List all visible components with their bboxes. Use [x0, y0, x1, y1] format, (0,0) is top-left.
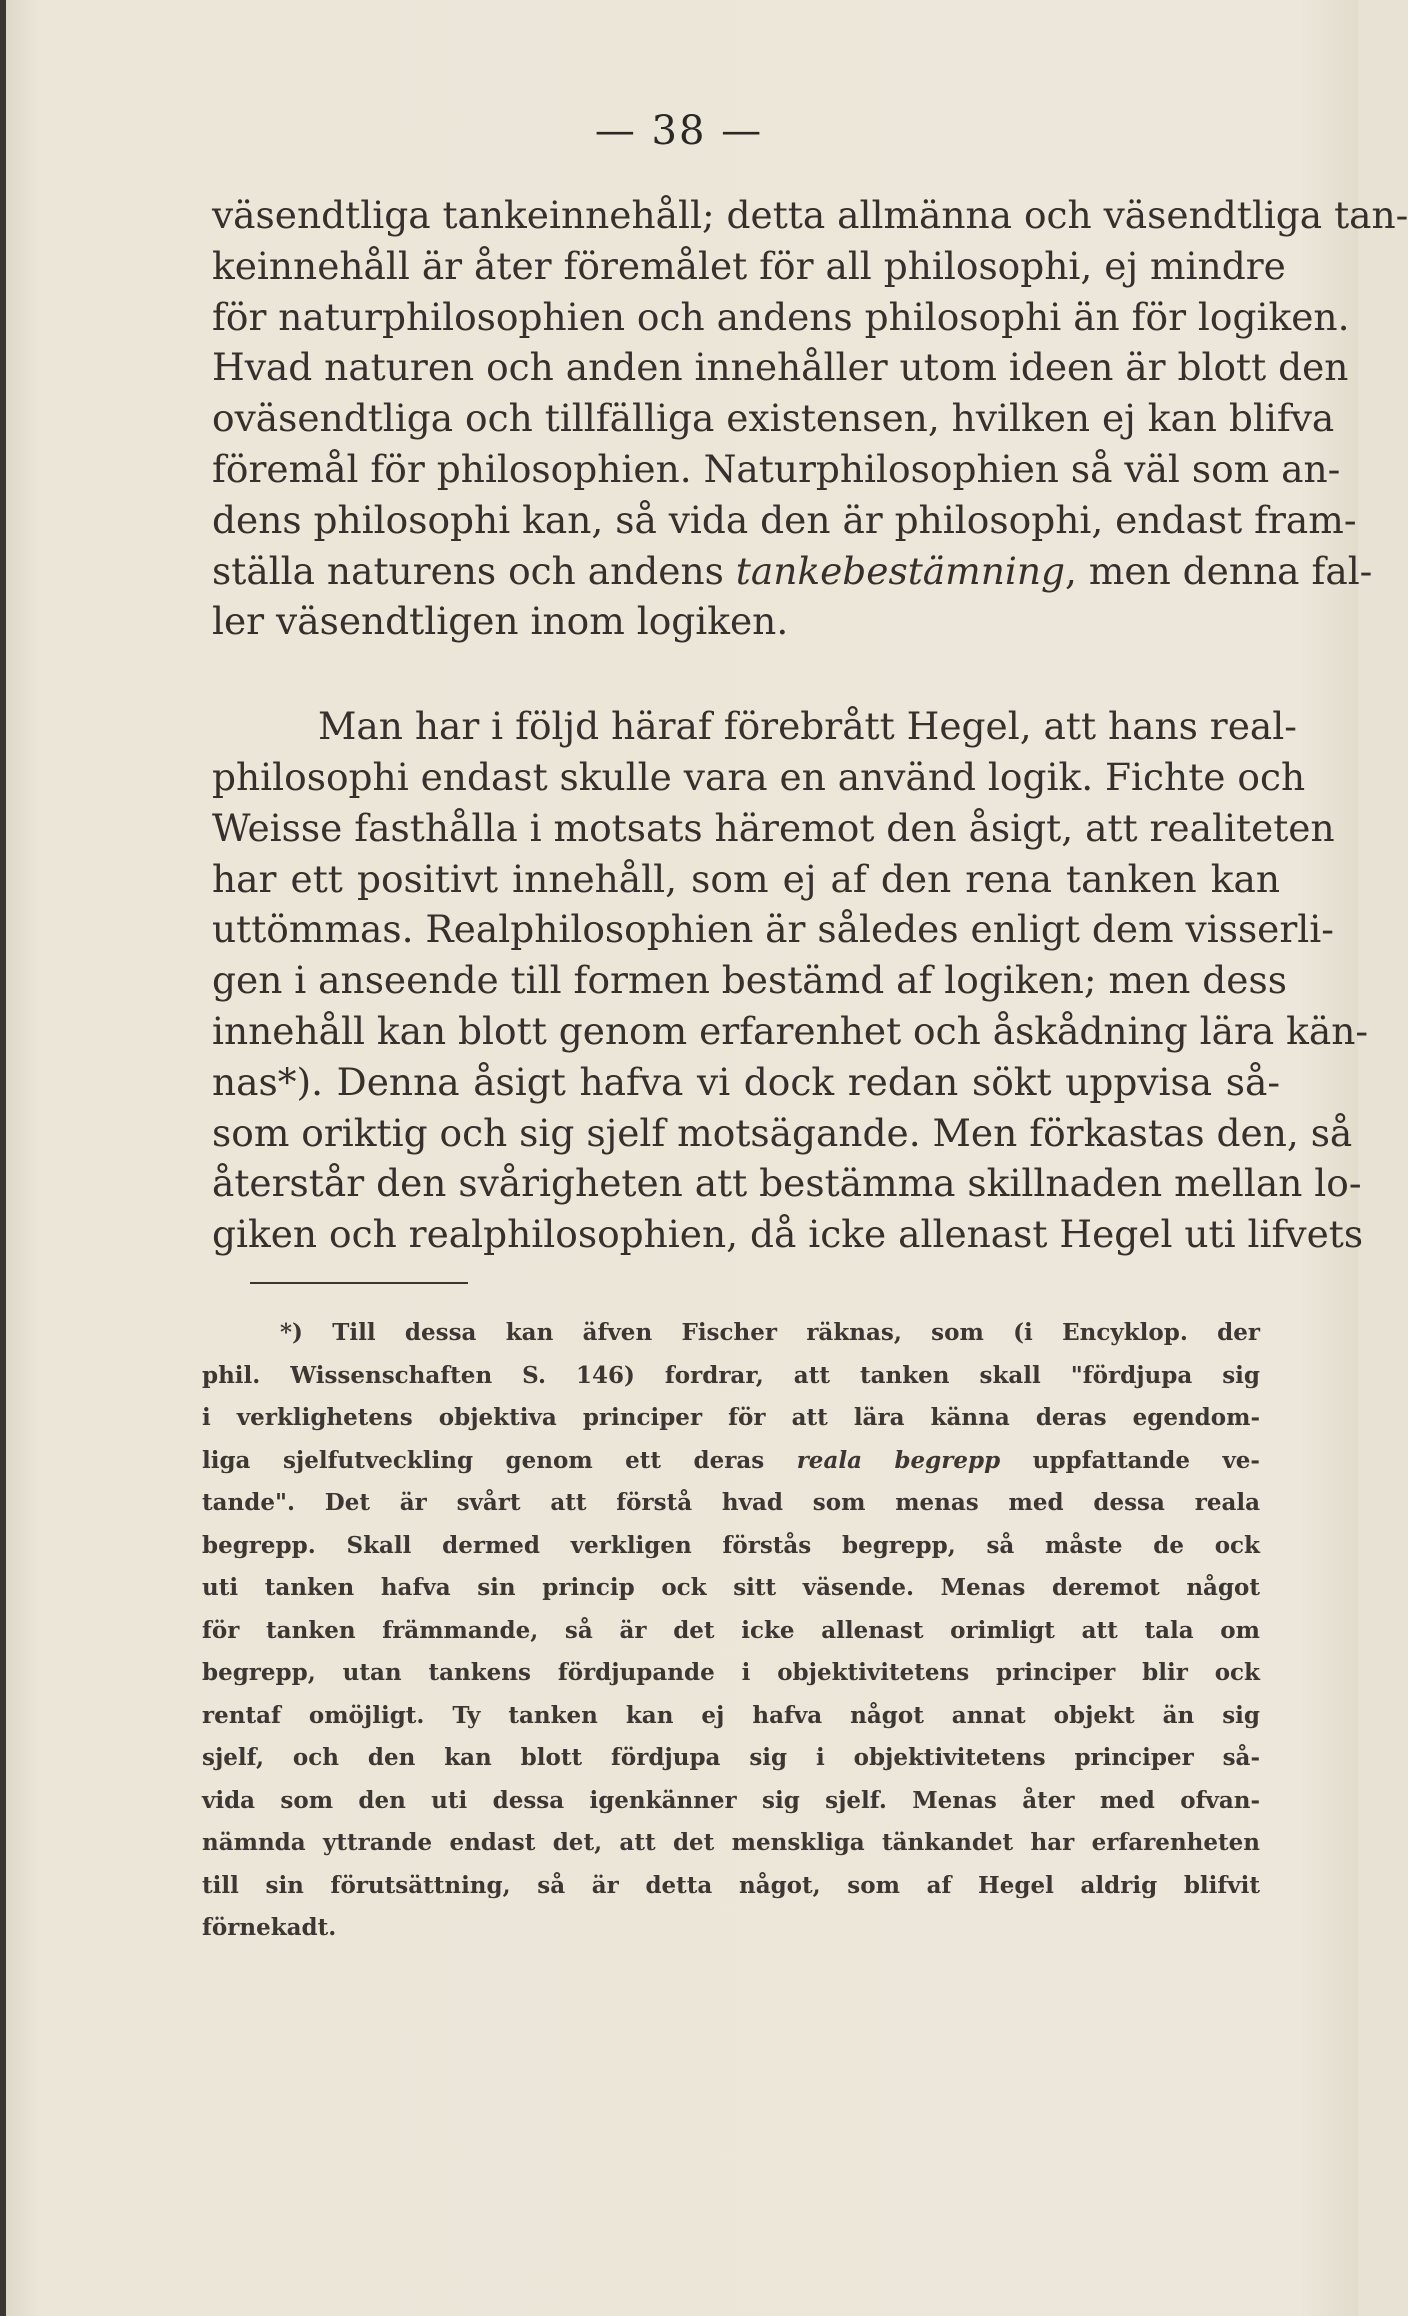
text-segment: ställa naturens och andens — [212, 548, 736, 593]
footnote-line-with-italic — [202, 1440, 1260, 1483]
text-line: Hvad naturen och anden innehåller utom ideen är blott den — [212, 345, 1349, 390]
text-line: dens philosophi kan, så vida den är philosophi, endast fram- — [212, 497, 1357, 542]
text-line: giken och realphilosophien, då icke allenast Hegel uti lifvets — [212, 1212, 1364, 1257]
footnote-line: phil. Wissenschaften S. 146) fordrar, att tanken skall "fördjupa sig — [202, 1361, 1260, 1389]
binding-edge — [0, 0, 6, 2316]
text-line: föremål för philosophien. Naturphilosophien så väl som an- — [212, 446, 1341, 491]
footnote-line: uti tanken hafva sin princip ock sitt väsende. Menas deremot något — [202, 1574, 1260, 1601]
text-line: som oriktig och sig sjelf motsägande. Men förkastas den, så — [212, 1110, 1353, 1155]
text-line: för naturphilosophien och andens philosophi än för logiken. — [212, 294, 1350, 339]
text-line: innehåll kan blott genom erfarenhet och åskådning lära kän- — [212, 1008, 1369, 1053]
text-segment: , men denna fal- — [1065, 548, 1373, 593]
text-line: återstår den svårigheten att bestämma skillnaden mellan lo- — [212, 1161, 1362, 1206]
text-line: Man har i följd häraf förebrått Hegel, att hans real- — [318, 704, 1297, 749]
footnote-line: vida som den uti dessa igenkänner sig sjelf. Menas åter med ofvan- — [202, 1786, 1260, 1814]
footnote-line: begrepp. Skall dermed verkligen förstås begrepp, så måste de ock — [202, 1531, 1260, 1559]
text-line: uttömmas. Realphilosophien är således enligt dem visserli- — [212, 907, 1334, 952]
text-line: väsendtliga tankeinnehåll; detta allmänna och väsendtliga tan- — [212, 193, 1408, 237]
text-line: keinnehåll är åter föremålet för all philosophi, ej mindre — [212, 243, 1286, 288]
footnote-line: förnekadt. — [202, 1914, 337, 1941]
footnote-line: begrepp, utan tankens fördjupande i objektivitetens principer blir ock — [202, 1659, 1260, 1686]
footnote-line: för tanken främmande, så är det icke allenast orimligt att tala om — [202, 1616, 1260, 1644]
footnote-line: sjelf, och den kan blott fördjupa sig i objektivitetens principer så- — [202, 1744, 1260, 1771]
footnote-line: i verklighetens objektiva principer för att lära känna deras egendom- — [202, 1404, 1260, 1431]
text-line: ler väsendtligen inom logiken. — [212, 599, 789, 644]
text-line: nas*). Denna åsigt hafva vi dock redan sökt uppvisa så- — [212, 1059, 1280, 1104]
footnote-line: tande". Det är svårt att förstå hvad som menas med dessa reala — [202, 1489, 1260, 1516]
footnote — [202, 1312, 1260, 1950]
italic-term: reala begrepp — [796, 1446, 1001, 1474]
italic-term: tankebestämning — [735, 548, 1066, 593]
text-line: har ett positivt innehåll, som ej af den rena tanken kan — [212, 856, 1280, 901]
page-number: — 38 — — [594, 108, 764, 154]
text-line: philosophi endast skulle vara en använd logik. Fichte och — [212, 754, 1306, 799]
footnote-line: till sin förutsättning, så är detta något, som af Hegel aldrig blifvit — [202, 1871, 1260, 1899]
text-line-with-italic — [212, 546, 1373, 597]
text-line: oväsendtliga och tillfälliga existensen, hvilken ej kan blifva — [212, 396, 1335, 441]
footnote-divider — [250, 1282, 468, 1284]
main-text — [212, 190, 1408, 1260]
footnote-line: *) Till dessa kan äfven Fischer räknas, som (i Encyklop. der — [280, 1319, 1260, 1346]
footnote-line: rentaf omöjligt. Ty tanken kan ej hafva något annat objekt än sig — [202, 1701, 1260, 1729]
text-segment: uppfattande ve- — [1000, 1446, 1260, 1474]
text-line: Weisse fasthålla i motsats häremot den åsigt, att realiteten — [212, 805, 1335, 850]
text-line: gen i anseende till formen bestämd af logiken; men dess — [212, 958, 1287, 1003]
text-segment: liga sjelfutveckling genom ett deras — [202, 1446, 797, 1474]
footnote-line: nämnda yttrande endast det, att det menskliga tänkandet har erfarenheten — [202, 1829, 1260, 1856]
